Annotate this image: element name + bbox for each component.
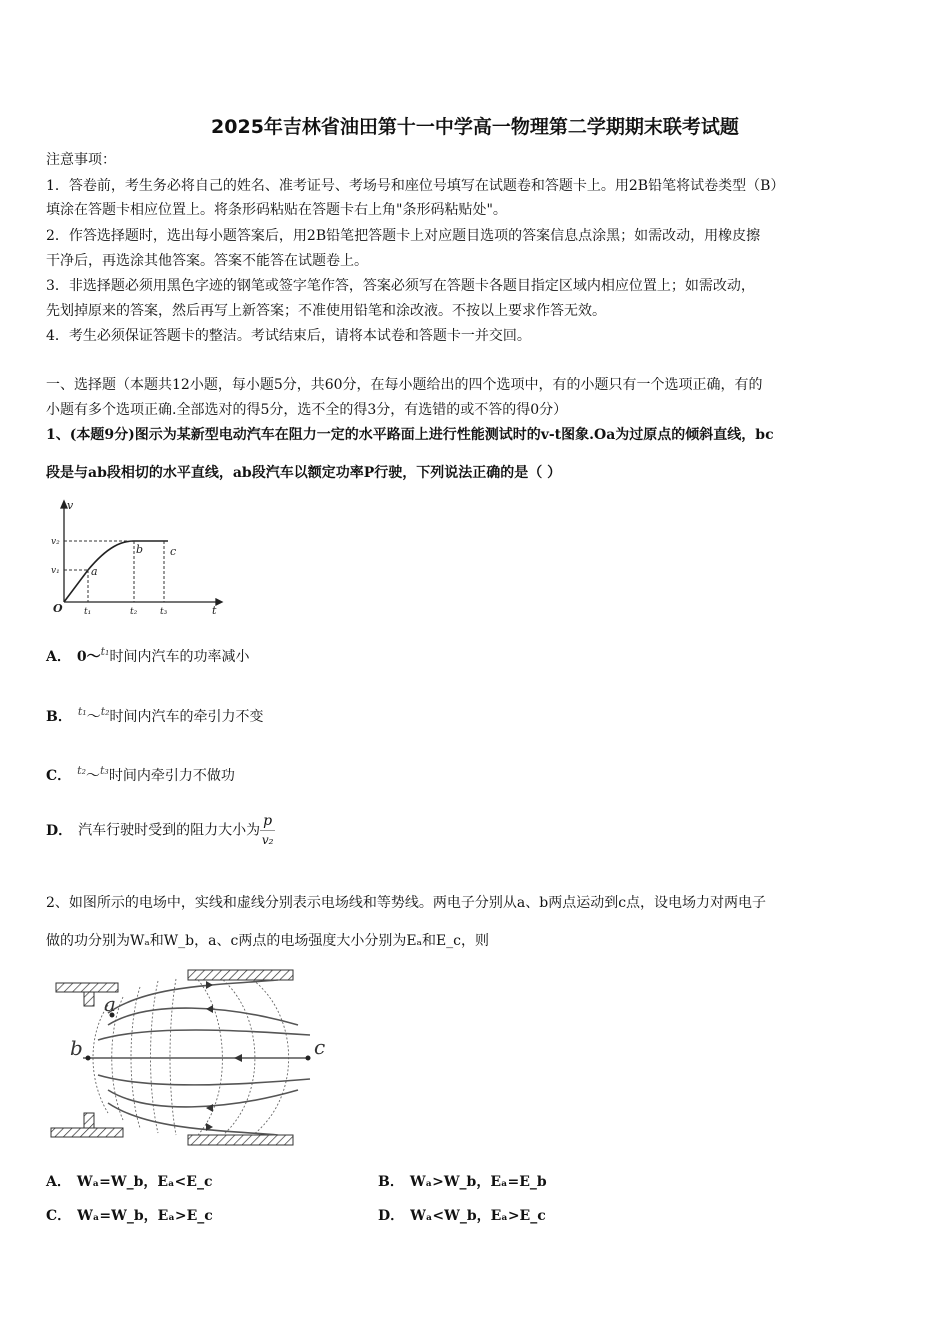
field-line (108, 1103, 278, 1135)
q1-option-d[interactable] (46, 812, 275, 849)
option-label: B． (378, 1174, 404, 1190)
notice-line: 先划掉原来的答案，然后再写上新答案；不准使用铅笔和涂改液。不按以上要求作答无效。 (46, 303, 606, 319)
t3-label: t₃ (160, 607, 168, 617)
q1-option-c[interactable] (46, 761, 235, 786)
option-label: A． (46, 649, 71, 665)
electrode-bottom-left-tip (84, 1113, 94, 1128)
q2-option-d[interactable] (378, 1206, 546, 1226)
field-arrow (206, 981, 213, 989)
point-c (306, 1056, 311, 1061)
page-title: 2025年吉林省油田第十一中学高一物理第二学期期末联考试题 (211, 116, 739, 138)
point-c-label: c (170, 545, 177, 558)
electrode-bottom-right (188, 1135, 293, 1145)
option-text: Wₐ=W_b，Eₐ>E_c (77, 1208, 213, 1224)
t2-label: t₂ (130, 607, 138, 617)
q2-stem: 做的功分别为Wₐ和W_b，a、c两点的电场强度大小分别为Eₐ和E_c，则 (46, 933, 490, 949)
q1-option-a[interactable] (46, 642, 249, 667)
notice-line: 3．非选择题必须用黑色字迹的钢笔或签字笔作答，答案必须写在答题卡各题目指定区域内相应位置上；如需改动， (46, 278, 755, 294)
vt-curve (64, 541, 168, 602)
field-line (108, 1090, 298, 1107)
fraction-denominator: v₂ (261, 833, 274, 847)
notice-line: 干净后，再选涂其他答案。答案不能答在试题卷上。 (46, 253, 368, 269)
equipotential-line (170, 979, 176, 1135)
t2-symbol: t₂ (100, 705, 110, 718)
option-label: D． (378, 1208, 405, 1224)
q1-option-b[interactable] (46, 702, 264, 727)
notice-heading: 注意事项： (46, 152, 116, 168)
t1-label: t₁ (84, 607, 92, 617)
point-b (86, 1056, 91, 1061)
q2-option-a[interactable] (46, 1172, 212, 1192)
section-header: 小题有多个选项正确.全部选对的得5分，选不全的得3分，有选错的或不答的得0分） (46, 402, 568, 418)
electrode-top-left-tip (84, 992, 94, 1006)
option-text: 时间内汽车的功率减小 (109, 649, 250, 665)
fraction-numerator: p (260, 812, 275, 831)
point-a-label: a (104, 992, 116, 1016)
t1-symbol: t₁ (77, 705, 87, 718)
equipotential-line (151, 981, 159, 1133)
option-prefix: 0～ (76, 649, 101, 665)
notice-line: 填涂在答题卡相应位置上。将条形码粘贴在答题卡右上角"条形码粘贴处"。 (46, 202, 507, 218)
q2-stem: 2、如图所示的电场中，实线和虚线分别表示电场线和等势线。两电子分别从a、b两点运动到c点，设电场力对两电子 (46, 895, 767, 911)
option-label: C． (46, 768, 72, 784)
vt-graph (50, 498, 225, 618)
field-arrow (206, 1104, 213, 1112)
electric-field-figure (48, 965, 333, 1150)
t1-symbol: t₁ (100, 645, 110, 658)
q1-stem: 1、(本题9分)图示为某新型电动汽车在阻力一定的水平路面上进行性能测试时的v-t图象.Oa为过原点的倾斜直线，bc (46, 427, 774, 443)
electrode-top-right (188, 970, 293, 980)
v2-label: v₂ (51, 537, 60, 547)
option-label: B． (46, 709, 72, 725)
fraction (260, 812, 275, 849)
notice-line: 2．作答选择题时，选出每小题答案后，用2B铅笔把答题卡上对应题目选项的答案信息点涂黑；如需改动，用橡皮擦 (46, 228, 761, 244)
option-text: 时间内汽车的牵引力不变 (109, 709, 264, 725)
point-b-label: b (70, 1036, 83, 1060)
notice-line: 4．考生必须保证答题卡的整洁。考试结束后，请将本试卷和答题卡一并交回。 (46, 328, 531, 344)
option-text: Wₐ=W_b，Eₐ<E_c (76, 1174, 213, 1190)
v-axis-label: v (67, 499, 74, 512)
q1-stem: 段是与ab段相切的水平直线，ab段汽车以额定功率P行驶，下列说法正确的是（ ） (46, 465, 562, 481)
t-axis-label: t (212, 604, 217, 617)
range-separator: ～ (86, 768, 100, 784)
option-label: A． (46, 1174, 71, 1190)
option-text: 汽车行驶时受到的阻力大小为 (78, 822, 261, 839)
t3-symbol: t₃ (100, 764, 109, 777)
range-separator: ～ (86, 709, 101, 725)
t-axis-arrow (216, 599, 222, 605)
option-text: Wₐ<W_b，Eₐ>E_c (410, 1208, 546, 1224)
point-b-label: b (136, 543, 144, 556)
point-a-label: a (91, 565, 98, 578)
field-line (108, 1008, 298, 1025)
origin-label: O (53, 602, 63, 615)
field-arrow (206, 1005, 213, 1013)
option-text: Wₐ>W_b，Eₐ=E_b (409, 1174, 547, 1190)
t2-symbol: t₂ (77, 764, 86, 777)
electrode-bottom-left (51, 1128, 123, 1137)
option-label: C． (46, 1208, 72, 1224)
electrode-top-left (56, 983, 118, 992)
field-line (98, 1030, 310, 1040)
field-line (98, 1075, 310, 1085)
point-c-label: c (314, 1035, 326, 1059)
q2-option-b[interactable] (378, 1172, 547, 1192)
section-header: 一、选择题（本题共12小题，每小题5分，共60分，在每小题给出的四个选项中，有的小题只有一个选项正确，有的 (46, 377, 763, 393)
notice-line: 1．答卷前，考生务必将自己的姓名、准考证号、考场号和座位号填写在试题卷和答题卡上。用2B铅笔将试卷类型（B） (46, 178, 785, 194)
equipotential-line (93, 1005, 108, 1113)
option-text: 时间内牵引力不做功 (108, 768, 235, 784)
option-label: D． (46, 822, 73, 839)
v1-label: v₁ (51, 566, 60, 576)
field-arrow (234, 1054, 242, 1062)
q2-option-c[interactable] (46, 1206, 213, 1226)
